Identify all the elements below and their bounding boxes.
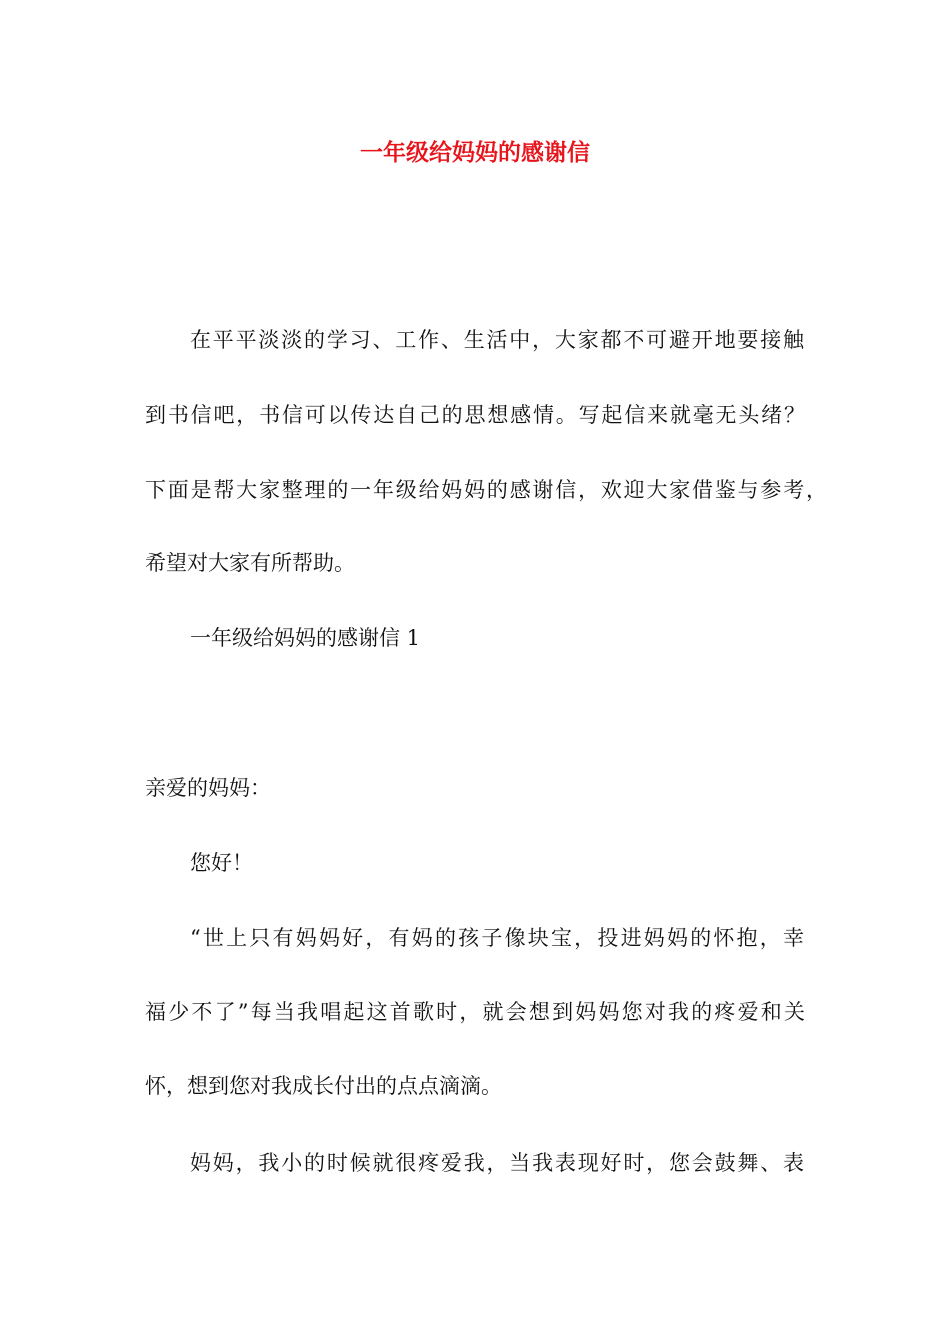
greeting: 您好！ xyxy=(190,851,253,875)
body-line-4: 妈妈，我小的时候就很疼爱我，当我表现好时，您会鼓舞、表 xyxy=(190,1151,804,1175)
body-line-3: 怀，想到您对我成长付出的点点滴滴。 xyxy=(145,1074,502,1098)
document-title: 一年级给妈妈的感谢信 xyxy=(360,139,590,166)
salutation: 亲爱的妈妈： xyxy=(145,776,271,800)
intro-line-1: 在平平淡淡的学习、工作、生活中，大家都不可避开地要接触 xyxy=(190,328,804,352)
intro-line-3: 下面是帮大家整理的一年级给妈妈的感谢信，欢迎大家借鉴与参考， xyxy=(145,478,827,502)
letter-heading: 一年级给妈妈的感谢信 1 xyxy=(190,626,421,650)
body-line-2: 福少不了”每当我唱起这首歌时，就会想到妈妈您对我的疼爱和关 xyxy=(145,1000,805,1024)
body-line-1: “世上只有妈妈好，有妈的孩子像块宝，投进妈妈的怀抱，幸 xyxy=(190,926,804,950)
intro-line-2: 到书信吧，书信可以传达自己的思想感情。写起信来就毫无头绪？ xyxy=(145,403,805,427)
intro-line-4: 希望对大家有所帮助。 xyxy=(145,551,355,575)
